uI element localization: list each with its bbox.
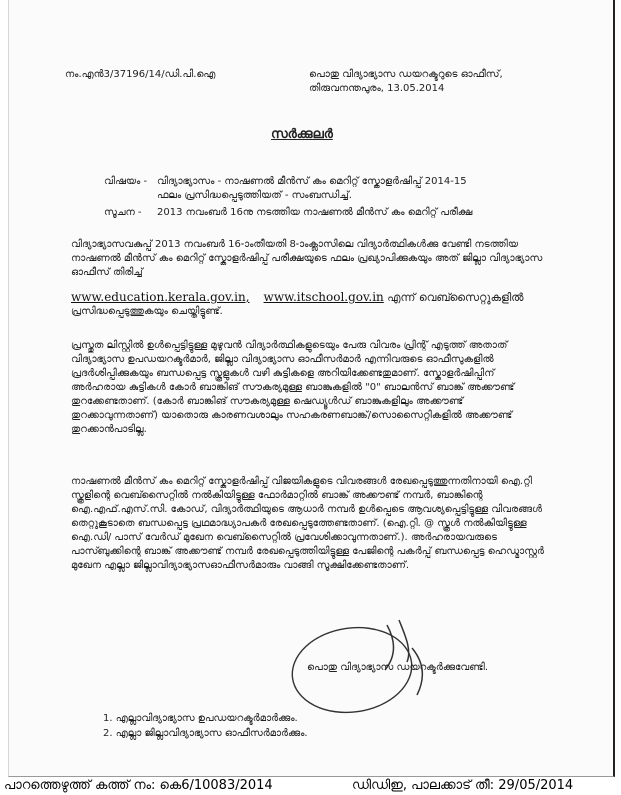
office-place-date: തിരുവനന്തപുരം, 13.05.2014 — [309, 83, 445, 94]
document-title: സർക്കുലർ — [271, 127, 333, 142]
subject-label: വിഷയം - — [104, 176, 148, 187]
paragraph-3: നാഷണൽ മീൻസ് കം മെറിറ്റ് സ്കോളർഷിപ്പ് വിജയികളുടെ വിവരങ്ങൾ രേഖപ്പെടുത്തുന്നതിനായി ഐ.റ്റി സ്കൂളിന്റെ വെബ്സൈറ്റിൽ നൽകിയിട്ടുള്ള ഫോർമാറ്റിൽ ബാങ്ക് അക്കൗണ്ട് നമ്പർ, ബാങ്കിന്റെ ഐ.എഫ്.എസ്.സി. കോഡ്, വിദ്യാർത്ഥിയുടെ ആധാർ നമ്പർ ഉൾപ്പെടെ ആവശ്യപ്പെട്ടിട്ടുള്ള വിവരങ്ങൾ തെറ്റുകൂടാതെ ബന്ധപ്പെട്ട പ്രഥമാദ്ധ്യാപകർ രേഖപ്പെടുത്തേണ്ടതാണ്. (ഐ.റ്റി. @ സ്കൂൾ നൽകിയിട്ടുള്ള ഐ.ഡി/ പാസ് വേർഡ് മുഖേന വെബ്സൈറ്റിൽ പ്രവേശിക്കാവുന്നതാണ്.). അർഹരായവരുടെ പാസ്ബുക്കിന്റെ ബാങ്ക് അക്കൗണ്ട് നമ്പർ രേഖപ്പെടുത്തിയിട്ടുള്ള പേജിന്റെ പകർപ്പ് ബന്ധപ്പെട്ട ഹെഡ്മാസ്റ്റർ മുഖേന എല്ലാ ജില്ലാവിദ്യാഭ്യാസഓഫീസർമാരും വാങ്ങി സൂക്ഷിക്കേണ്ടതാണ്. — [71, 476, 545, 571]
website-line — [71, 290, 524, 305]
reference-text: 2013 നവംബർ 16നു നടത്തിയ നാഷണൽ മീൻസ് കം മെറിറ്റ് പരീക്ഷ — [157, 207, 473, 218]
handwritten-endorsement — [0, 777, 621, 795]
signature-seal-mark — [277, 600, 477, 720]
circular-page — [8, 0, 615, 777]
paragraph-1: വിദ്യാഭ്യാസവകുപ്പ് 2013 നവംബർ 16-ാംതീയതി 8-ാംക്ലാസിലെ വിദ്യാർത്ഥികൾക്കു വേണ്ടി നടത്തിയ നാഷണൽ മീൻസ് കം മെറിറ്റ് സ്കോളർഷിപ്പ് പരീക്ഷയുടെ ഫലം പ്രഖ്യാപിക്കുകയും അത് ജില്ലാ വിദ്യാഭ്യാസ ഓഫീസ് തിരിച്ച് — [71, 239, 543, 278]
endorsement-office-date: ഡിഡിഇ, പാലക്കാട് തീ: 29/05/2014 — [352, 778, 574, 793]
website-link-itschool[interactable]: www.itschool.gov.in — [263, 290, 384, 304]
recipient-2: 2. എല്ലാ ജില്ലാവിദ്യാഭ്യാസ ഓഫീസർമാർക്കും. — [103, 728, 308, 739]
signoff-text: പൊതു വിദ്യാഭ്യാസ ഡയറക്ടർക്കുവേണ്ടി. — [307, 662, 489, 673]
subject-line-1: വിദ്യാഭ്യാസം - നാഷണൽ മീൻസ് കം മെറിറ്റ് സ്കോളർഷിപ്പ് 2014-15 — [157, 176, 467, 187]
reference-number: നം.എൻ3/37196/14/ഡി.പി.ഐ — [65, 69, 216, 80]
website-link-education[interactable]: www.education.kerala.gov.in, — [71, 290, 250, 304]
paragraph-1-end: പ്രസിദ്ധപ്പെടുത്തുകയും ചെയ്തിട്ടുണ്ട്. — [71, 306, 223, 317]
recipient-1: 1. എല്ലാവിദ്യാഭ്യാസ ഉപഡയറക്ടർമാർക്കും. — [103, 713, 298, 724]
endorsement-letter-number: പാറത്തെഴുത്ത് കത്ത് നം: കെ6/10083/2014 — [4, 778, 273, 793]
paragraph-2: പ്രസ്തുത ലിസ്റ്റിൽ ഉൾപ്പെട്ടിട്ടുള്ള മുഴുവൻ വിദ്യാർത്ഥികളുടെയും പേരു വിവരം പ്രിന്റ് എടുത്ത് അതാത് വിദ്യാഭ്യാസ ഉപഡയറക്ടർമാർ, ജില്ലാ വിദ്യാഭ്യാസ ഓഫീസർമാർ എന്നിവരുടെ ഓഫീസുകളിൽ പ്രദർശിപ്പിക്കുകയും ബന്ധപ്പെട്ട സ്കൂളുകൾ വഴി കുട്ടികളെ അറിയിക്കേണ്ടതുമാണ്. സ്കോളർഷിപ്പിന് അർഹരായ കുട്ടികൾ കോർ ബാങ്കിങ് സൗകര്യമുള്ള ബാങ്കുകളിൽ "0" ബാലൻസ് ബാങ്ക് അക്കൗണ്ട് തുറക്കേണ്ടതാണ്. (കോർ ബാങ്കിങ് സൗകര്യമുള്ള ഷെഡ്യൂൾഡ് ബാങ്കുകളിലും അക്കൗണ്ട് തുറക്കാവുന്നതാണ്) യാതൊരു കാരണവശാലും സഹകരണബാങ്ക്/സൊസൈറ്റികളിൽ അക്കൗണ്ട് തുറക്കാൻപാടില്ല. — [71, 340, 515, 435]
website-suffix: എന്ന് വെബ്സൈറ്റുകളിൽ — [387, 291, 524, 304]
reference-label: സൂചന - — [104, 207, 142, 218]
subject-line-2: ഫലം പ്രസിദ്ധപ്പെടുത്തിയത് - സംബന്ധിച്ച്. — [157, 190, 352, 201]
office-name: പൊതു വിദ്യാഭ്യാസ ഡയറക്ടറുടെ ഓഫീസ്, — [309, 69, 503, 80]
